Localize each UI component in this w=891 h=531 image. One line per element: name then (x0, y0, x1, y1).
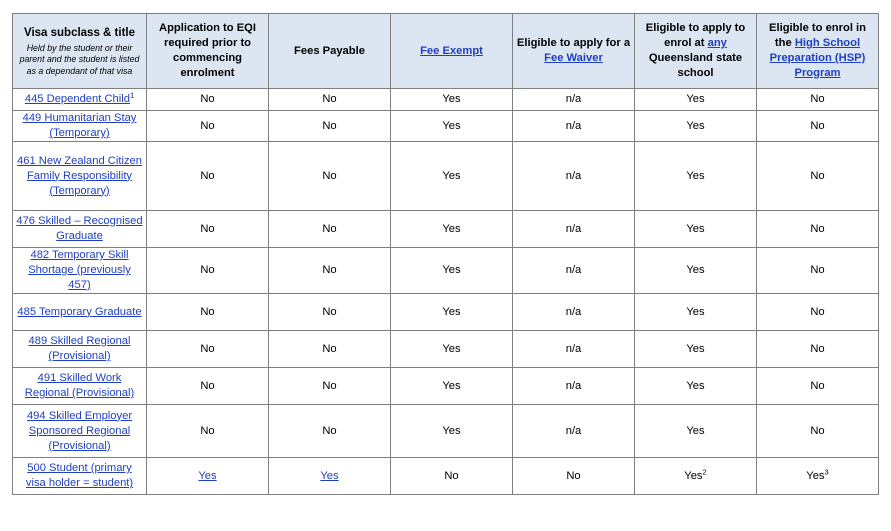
footnote-marker: 1 (129, 90, 135, 100)
fee-exempt-cell (391, 142, 513, 211)
hsp-cell (757, 111, 879, 142)
hsp-value: No (810, 379, 825, 392)
visa-subclass-link[interactable]: 485 Temporary Graduate (17, 305, 142, 318)
fees-payable-cell (269, 458, 391, 495)
visa-cell (13, 211, 147, 248)
visa-subclass-link[interactable]: 476 Skilled – Recognised Graduate (16, 215, 143, 242)
fee-exempt-value: Yes (442, 119, 461, 132)
fees-payable-link[interactable]: Yes (320, 469, 339, 482)
app-eqi-cell (147, 89, 269, 111)
visa-subclass-link[interactable]: 482 Temporary Skill Shortage (previously 457) (28, 249, 131, 291)
apply-enrol-cell (635, 142, 757, 211)
table-row (13, 142, 879, 211)
table-row (13, 248, 879, 294)
hsp-value: No (810, 342, 825, 355)
fee-waiver-value: n/a (565, 169, 582, 182)
header-app-eqi: Application to EQI required prior to commencing enrolment (147, 14, 269, 89)
fees-payable-value: No (322, 379, 337, 392)
any-link[interactable]: any (707, 37, 727, 49)
app-eqi-value: No (200, 169, 215, 182)
table-row (13, 294, 879, 331)
fee-exempt-value: Yes (442, 379, 461, 392)
fees-payable-cell (269, 294, 391, 331)
fee-waiver-cell (513, 248, 635, 294)
fees-payable-value: No (322, 342, 337, 355)
apply-value: Yes (686, 93, 705, 105)
fee-exempt-cell (391, 405, 513, 458)
hsp-cell (757, 294, 879, 331)
header-visa-note: Held by the student or their parent and the student is listed as a dependant of that visa (19, 42, 140, 76)
fee-exempt-cell (391, 331, 513, 368)
hsp-value: No (810, 119, 825, 132)
fee-waiver-cell (513, 142, 635, 211)
visa-cell (13, 111, 147, 142)
fees-payable-value: No (322, 222, 337, 235)
app-eqi-value: No (200, 93, 215, 105)
fee-waiver-value: n/a (565, 222, 582, 235)
table-row (13, 89, 879, 111)
fees-payable-cell (269, 331, 391, 368)
fee-exempt-cell (391, 248, 513, 294)
fees-payable-cell (269, 142, 391, 211)
app-eqi-cell (147, 248, 269, 294)
header-fees-payable: Fees Payable (269, 14, 391, 89)
apply-enrol-cell (635, 211, 757, 248)
visa-cell (13, 248, 147, 294)
visa-subclass-link[interactable]: 491 Skilled Work Regional (Provisional) (24, 372, 135, 399)
header-fee-exempt (391, 14, 513, 89)
visa-cell (13, 368, 147, 405)
visa-eligibility-table (12, 13, 879, 495)
fee-waiver-value: n/a (565, 342, 582, 355)
app-eqi-value: No (200, 305, 215, 318)
fees-payable-cell (269, 111, 391, 142)
hsp-cell (757, 89, 879, 111)
fee-exempt-value: Yes (442, 93, 461, 105)
fee-waiver-value: No (566, 469, 581, 482)
footnote-marker: 3 (824, 466, 829, 476)
apply-value: Yes (686, 342, 705, 355)
app-eqi-cell (147, 458, 269, 495)
apply-value: Yes (686, 264, 705, 276)
header-visa (13, 14, 147, 89)
table-row (13, 368, 879, 405)
fees-payable-value: No (322, 169, 337, 182)
header-visa-title: Visa subclass & title (23, 26, 135, 39)
hsp-cell (757, 248, 879, 294)
hsp-cell (757, 405, 879, 458)
table-row (13, 405, 879, 458)
fees-payable-cell (269, 368, 391, 405)
app-eqi-value: No (200, 264, 215, 276)
fee-waiver-value: n/a (565, 119, 582, 132)
fee-waiver-cell (513, 368, 635, 405)
hsp-cell (757, 368, 879, 405)
apply-enrol-cell (635, 331, 757, 368)
apply-value: Yes (684, 469, 703, 482)
header-apply-pre: Eligible to apply to enrol at (645, 22, 746, 49)
fee-exempt-value: No (444, 469, 459, 482)
fee-waiver-value: n/a (565, 305, 582, 318)
visa-subclass-link[interactable]: 489 Skilled Regional (Provisional) (28, 335, 131, 362)
fee-waiver-value: n/a (565, 379, 582, 392)
app-eqi-cell (147, 294, 269, 331)
hsp-value: No (810, 305, 825, 318)
visa-subclass-link[interactable]: 494 Skilled Employer Sponsored Regional (Provisional) (26, 409, 133, 452)
apply-value: Yes (686, 222, 705, 235)
apply-value: Yes (686, 379, 705, 392)
app-eqi-cell (147, 142, 269, 211)
fee-waiver-value: n/a (565, 264, 582, 276)
header-row (13, 14, 879, 89)
visa-subclass-link[interactable]: 500 Student (primary visa holder = student) (25, 462, 134, 489)
fee-waiver-link[interactable]: Fee Waiver (544, 52, 603, 64)
fees-payable-cell (269, 405, 391, 458)
visa-cell (13, 294, 147, 331)
app-eqi-cell (147, 331, 269, 368)
hsp-cell (757, 331, 879, 368)
visa-subclass-link[interactable]: 449 Humanitarian Stay (Temporary) (22, 112, 137, 139)
apply-enrol-cell (635, 405, 757, 458)
app-eqi-cell (147, 368, 269, 405)
app-eqi-cell (147, 111, 269, 142)
app-eqi-value: No (200, 119, 215, 132)
hsp-value: No (810, 424, 825, 437)
fee-exempt-value: Yes (442, 305, 461, 318)
hsp-value: No (810, 222, 825, 235)
fee-exempt-cell (391, 111, 513, 142)
fees-payable-value: No (322, 119, 337, 132)
visa-subclass-link[interactable]: 445 Dependent Child (24, 93, 130, 105)
fee-exempt-value: Yes (442, 264, 461, 276)
visa-cell (13, 331, 147, 368)
visa-cell (13, 458, 147, 495)
fee-waiver-cell (513, 211, 635, 248)
fee-waiver-cell (513, 111, 635, 142)
footnote-marker: 2 (702, 466, 707, 476)
header-apply-post: Queensland state school (648, 52, 743, 79)
app-eqi-value: No (200, 342, 215, 355)
header-apply-enrol (635, 14, 757, 89)
apply-value: Yes (686, 169, 705, 182)
hsp-value: No (810, 264, 825, 276)
fee-waiver-cell (513, 331, 635, 368)
hsp-value: No (810, 169, 825, 182)
visa-cell (13, 142, 147, 211)
fee-waiver-cell (513, 294, 635, 331)
fee-exempt-cell (391, 211, 513, 248)
fees-payable-value: No (322, 264, 337, 276)
apply-value: Yes (686, 424, 705, 437)
hsp-value: No (810, 93, 825, 105)
apply-value: Yes (686, 305, 705, 318)
hsp-program-link[interactable]: High School Preparation (HSP) Program (769, 37, 866, 79)
fee-exempt-value: Yes (442, 169, 461, 182)
fee-waiver-cell (513, 458, 635, 495)
hsp-cell (757, 211, 879, 248)
apply-enrol-cell (635, 368, 757, 405)
fees-payable-value: No (322, 93, 337, 105)
header-fee-waiver (513, 14, 635, 89)
table-row (13, 211, 879, 248)
fees-payable-value: No (322, 424, 337, 437)
apply-enrol-cell (635, 248, 757, 294)
fee-waiver-value: n/a (565, 424, 582, 437)
app-eqi-cell (147, 211, 269, 248)
fee-exempt-cell (391, 458, 513, 495)
apply-enrol-cell (635, 294, 757, 331)
table-row (13, 111, 879, 142)
visa-cell (13, 405, 147, 458)
fee-waiver-value: n/a (565, 93, 582, 105)
hsp-cell (757, 458, 879, 495)
fee-exempt-cell (391, 368, 513, 405)
visa-subclass-link[interactable]: 461 New Zealand Citizen Family Responsibility (Temporary) (17, 154, 142, 197)
fee-exempt-link[interactable]: Fee Exempt (420, 44, 483, 57)
fees-payable-cell (269, 211, 391, 248)
app-eqi-value: No (200, 379, 215, 392)
header-fee-waiver-text: Eligible to apply for a (516, 37, 631, 49)
app-eqi-value: No (200, 424, 215, 437)
table-row (13, 458, 879, 495)
apply-value: Yes (686, 119, 705, 132)
fee-exempt-value: Yes (442, 424, 461, 437)
fee-exempt-cell (391, 294, 513, 331)
hsp-value: Yes (806, 469, 825, 482)
fee-exempt-value: Yes (442, 342, 461, 355)
fee-exempt-cell (391, 89, 513, 111)
fees-payable-cell (269, 89, 391, 111)
apply-enrol-cell (635, 458, 757, 495)
table-row (13, 331, 879, 368)
header-hsp (757, 14, 879, 89)
apply-enrol-cell (635, 89, 757, 111)
apply-enrol-cell (635, 111, 757, 142)
fee-waiver-cell (513, 89, 635, 111)
app-eqi-value: No (200, 222, 215, 235)
visa-cell (13, 89, 147, 111)
hsp-cell (757, 142, 879, 211)
app-eqi-cell (147, 405, 269, 458)
app-eqi-link[interactable]: Yes (198, 469, 217, 482)
fees-payable-value: No (322, 305, 337, 318)
fees-payable-cell (269, 248, 391, 294)
header-hsp-pre: Eligible to enrol in the (769, 22, 866, 49)
fee-exempt-value: Yes (442, 222, 461, 235)
fee-waiver-cell (513, 405, 635, 458)
